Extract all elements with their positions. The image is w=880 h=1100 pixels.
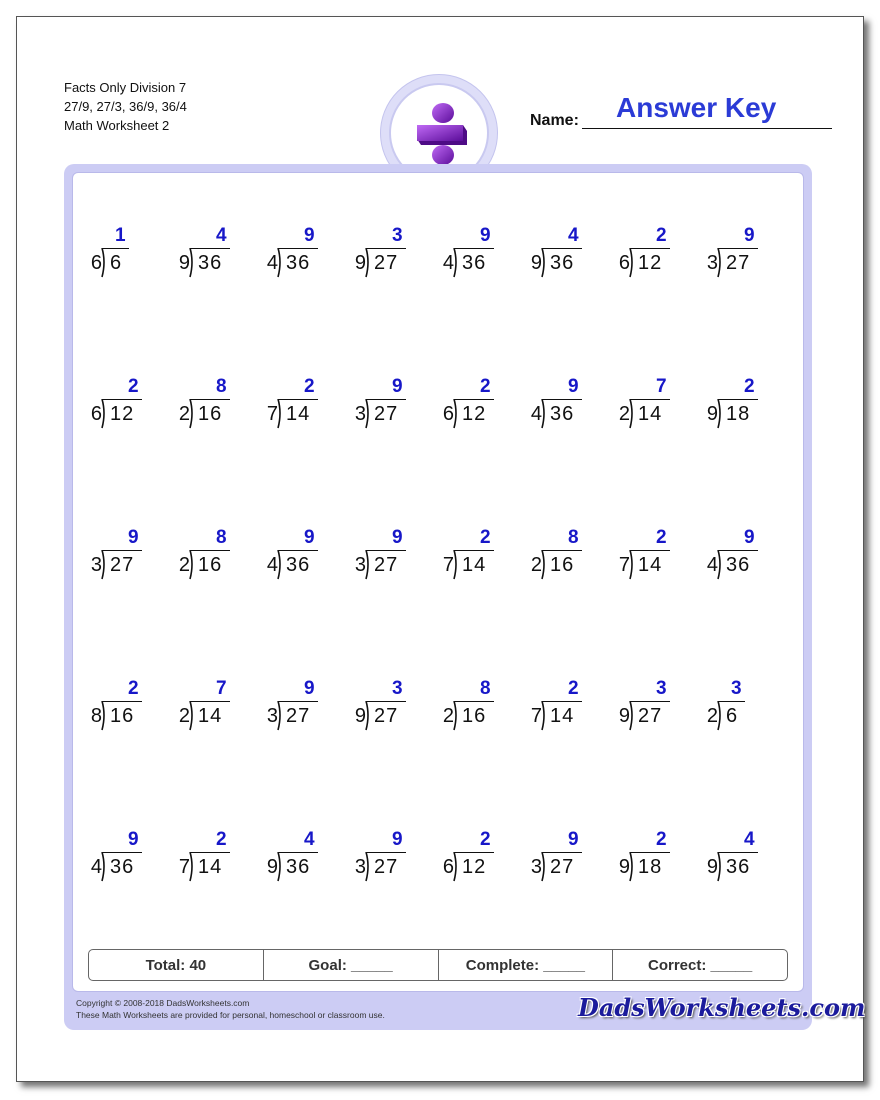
division-problem (174, 679, 244, 727)
dividend: 16 (110, 705, 135, 727)
divisor: 8 (90, 705, 102, 727)
quotient-answer: 1 (115, 225, 126, 246)
quotient-answer: 4 (216, 225, 227, 246)
dividend: 27 (286, 705, 311, 727)
quotient-answer: 3 (392, 225, 403, 246)
divisor: 4 (706, 554, 718, 576)
quotient-answer: 9 (568, 829, 579, 850)
division-problem (438, 377, 508, 425)
dividend: 27 (374, 403, 399, 425)
problems-frame (64, 164, 812, 1030)
divisor: 4 (530, 403, 542, 425)
division-problem (262, 226, 332, 274)
dividend: 14 (638, 554, 663, 576)
divisor: 9 (354, 705, 366, 727)
division-problem (86, 226, 156, 274)
divisor: 7 (442, 554, 454, 576)
quotient-answer: 2 (656, 829, 667, 850)
divisor: 3 (530, 856, 542, 878)
division-problem (262, 528, 332, 576)
divisor: 3 (354, 554, 366, 576)
quotient-answer: 9 (304, 225, 315, 246)
dividend: 18 (638, 856, 663, 878)
quotient-answer: 2 (744, 376, 755, 397)
division-problem (614, 679, 684, 727)
quotient-answer: 2 (304, 376, 315, 397)
quotient-answer: 2 (216, 829, 227, 850)
division-problem (526, 377, 596, 425)
quotient-answer: 8 (480, 678, 491, 699)
divisor: 4 (266, 554, 278, 576)
quotient-answer: 9 (128, 527, 139, 548)
dividend: 36 (726, 554, 751, 576)
division-problem (174, 830, 244, 878)
dividend: 36 (286, 554, 311, 576)
quotient-answer: 7 (216, 678, 227, 699)
division-problem (174, 528, 244, 576)
divisor: 2 (530, 554, 542, 576)
dividend: 16 (462, 705, 487, 727)
dividend: 14 (198, 856, 223, 878)
divisor: 7 (178, 856, 190, 878)
dividend: 16 (198, 554, 223, 576)
division-problem (86, 528, 156, 576)
division-problem (702, 679, 772, 727)
quotient-answer: 9 (392, 527, 403, 548)
score-bar (88, 949, 788, 981)
divisor: 2 (442, 705, 454, 727)
dividend: 36 (550, 403, 575, 425)
divisor: 9 (706, 856, 718, 878)
quotient-answer: 4 (568, 225, 579, 246)
divisor: 9 (178, 252, 190, 274)
quotient-answer: 2 (480, 376, 491, 397)
division-problem (262, 830, 332, 878)
quotient-answer: 3 (731, 678, 742, 699)
dividend: 36 (462, 252, 487, 274)
dividend: 14 (462, 554, 487, 576)
divisor: 3 (354, 856, 366, 878)
quotient-answer: 9 (304, 527, 315, 548)
name-field (530, 92, 832, 132)
division-problem (614, 226, 684, 274)
dividend: 6 (726, 705, 739, 727)
quotient-answer: 9 (392, 829, 403, 850)
dividend: 6 (110, 252, 123, 274)
dividend: 27 (726, 252, 751, 274)
division-problem (350, 377, 420, 425)
dividend: 14 (286, 403, 311, 425)
divisor: 2 (706, 705, 718, 727)
dividend: 16 (198, 403, 223, 425)
divisor: 2 (178, 554, 190, 576)
quotient-answer: 9 (304, 678, 315, 699)
divisor: 6 (618, 252, 630, 274)
division-problem (526, 528, 596, 576)
division-problem (174, 377, 244, 425)
dividend: 27 (110, 554, 135, 576)
copyright-notice (76, 997, 385, 1021)
quotient-answer: 2 (480, 527, 491, 548)
dividend: 36 (286, 252, 311, 274)
divisor: 6 (90, 403, 102, 425)
division-problem (350, 528, 420, 576)
divisor: 3 (266, 705, 278, 727)
quotient-answer: 7 (656, 376, 667, 397)
divisor: 9 (266, 856, 278, 878)
divisor: 7 (530, 705, 542, 727)
dividend: 36 (726, 856, 751, 878)
dividend: 36 (550, 252, 575, 274)
dividend: 27 (374, 252, 399, 274)
division-problem (86, 377, 156, 425)
quotient-answer: 2 (568, 678, 579, 699)
quotient-answer: 2 (128, 376, 139, 397)
division-problem (526, 679, 596, 727)
worksheet-facts: 27/9, 27/3, 36/9, 36/4 (64, 99, 187, 114)
usage-line: These Math Worksheets are provided for personal, homeschool or classroom use. (76, 1010, 385, 1020)
quotient-answer: 9 (568, 376, 579, 397)
quotient-answer: 2 (128, 678, 139, 699)
quotient-answer: 8 (216, 376, 227, 397)
divisor: 2 (178, 403, 190, 425)
division-problem (702, 377, 772, 425)
division-problem (438, 226, 508, 274)
dividend: 12 (110, 403, 135, 425)
dividend: 16 (550, 554, 575, 576)
dividend: 18 (726, 403, 751, 425)
divisor: 3 (354, 403, 366, 425)
division-problem (526, 226, 596, 274)
worksheet-header (64, 78, 187, 135)
dividend: 36 (286, 856, 311, 878)
complete-cell: Complete: _____ (439, 950, 614, 980)
quotient-answer: 3 (392, 678, 403, 699)
division-sign-icon (413, 99, 469, 167)
divisor: 9 (618, 856, 630, 878)
quotient-answer: 8 (216, 527, 227, 548)
divisor: 3 (90, 554, 102, 576)
divisor: 6 (90, 252, 102, 274)
dividend: 14 (638, 403, 663, 425)
division-problem (702, 830, 772, 878)
division-problem (614, 377, 684, 425)
dividend: 14 (198, 705, 223, 727)
division-problem (262, 679, 332, 727)
division-problem (86, 679, 156, 727)
quotient-answer: 2 (656, 527, 667, 548)
division-problem (438, 528, 508, 576)
divisor: 9 (530, 252, 542, 274)
division-problem (702, 528, 772, 576)
quotient-answer: 9 (392, 376, 403, 397)
quotient-answer: 2 (480, 829, 491, 850)
division-problem (174, 226, 244, 274)
goal-cell: Goal: _____ (264, 950, 439, 980)
division-problem (350, 830, 420, 878)
divisor: 3 (706, 252, 718, 274)
dividend: 14 (550, 705, 575, 727)
divisor: 9 (618, 705, 630, 727)
divisor: 6 (442, 403, 454, 425)
worksheet-number: Math Worksheet 2 (64, 118, 170, 133)
divisor: 7 (266, 403, 278, 425)
copyright-line: Copyright © 2008-2018 DadsWorksheets.com (76, 998, 250, 1008)
division-problem (350, 679, 420, 727)
dividend: 36 (110, 856, 135, 878)
dividend: 12 (462, 403, 487, 425)
dividend: 27 (550, 856, 575, 878)
dividend: 12 (462, 856, 487, 878)
divisor: 9 (354, 252, 366, 274)
division-problem (614, 528, 684, 576)
quotient-answer: 9 (480, 225, 491, 246)
name-line (582, 128, 832, 129)
division-problem (86, 830, 156, 878)
dividend: 36 (198, 252, 223, 274)
division-problem (702, 226, 772, 274)
dividend: 27 (638, 705, 663, 727)
correct-cell: Correct: _____ (648, 956, 753, 974)
division-problem (438, 830, 508, 878)
quotient-answer: 9 (744, 527, 755, 548)
quotient-answer: 8 (568, 527, 579, 548)
total-cell: Total: 40 (89, 950, 264, 980)
dividend: 27 (374, 856, 399, 878)
division-problem (262, 377, 332, 425)
division-problem (438, 679, 508, 727)
name-label: Name: (530, 112, 579, 129)
quotient-answer: 4 (304, 829, 315, 850)
dividend: 27 (374, 554, 399, 576)
divisor: 7 (618, 554, 630, 576)
divisor: 6 (442, 856, 454, 878)
dividend: 12 (638, 252, 663, 274)
divisor: 4 (90, 856, 102, 878)
divisor: 4 (442, 252, 454, 274)
brand-logo: DadsWorksheets.com (578, 993, 866, 1022)
dividend: 27 (374, 705, 399, 727)
division-problem (614, 830, 684, 878)
quotient-answer: 9 (744, 225, 755, 246)
division-problem (350, 226, 420, 274)
division-problem (526, 830, 596, 878)
divisor: 2 (618, 403, 630, 425)
quotient-answer: 4 (744, 829, 755, 850)
quotient-answer: 3 (656, 678, 667, 699)
divisor: 9 (706, 403, 718, 425)
worksheet-title: Facts Only Division 7 (64, 80, 187, 95)
divisor: 4 (266, 252, 278, 274)
quotient-answer: 2 (656, 225, 667, 246)
answer-key-label: Answer Key (616, 92, 777, 123)
quotient-answer: 9 (128, 829, 139, 850)
divisor: 2 (178, 705, 190, 727)
